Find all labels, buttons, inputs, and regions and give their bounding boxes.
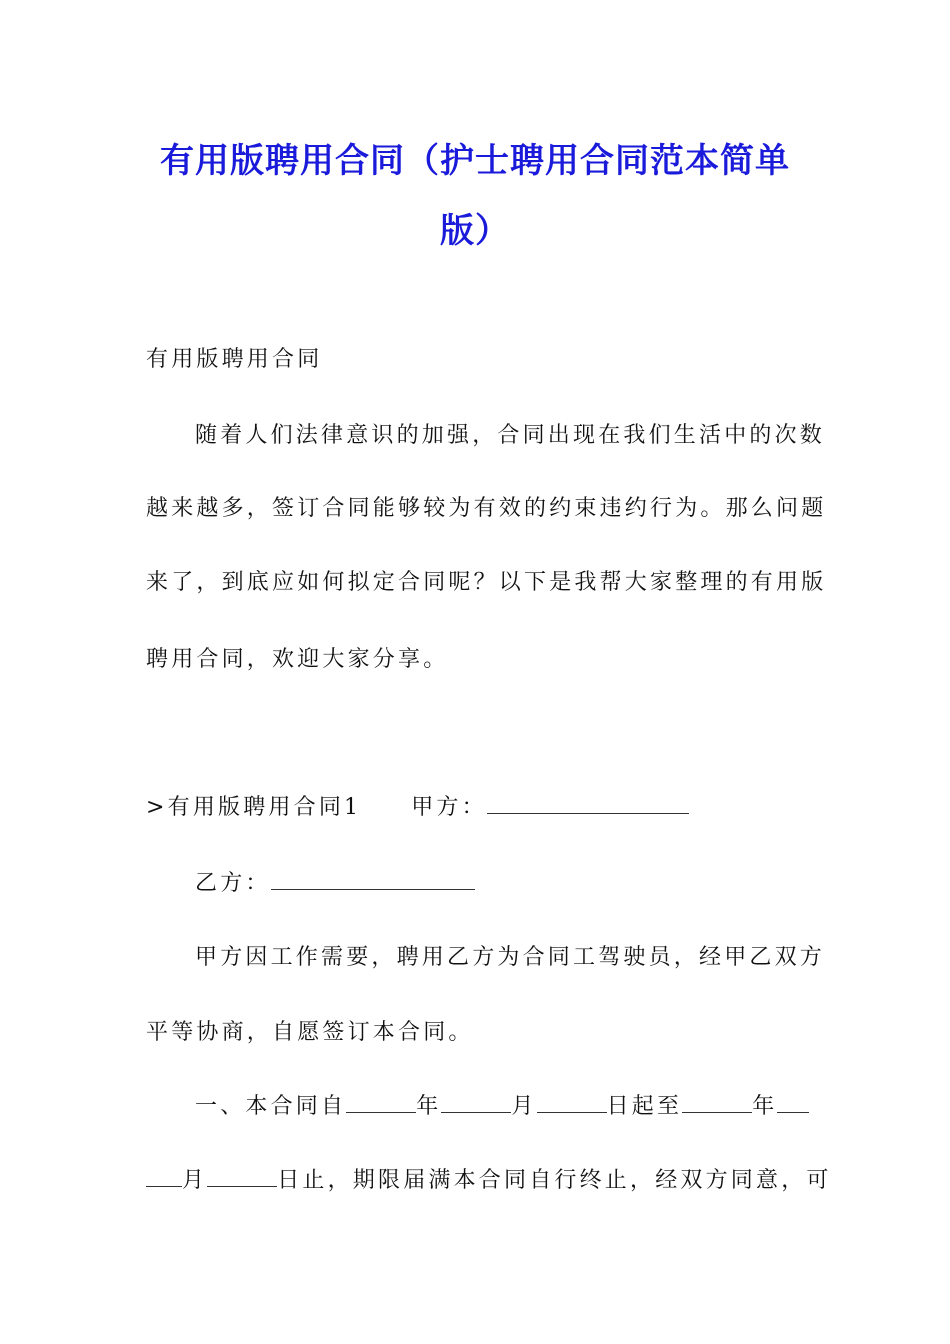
clause1-year-to-label: 年: [752, 1094, 778, 1119]
document-title-line-1: 有用版聘用合同（护士聘用合同范本简单: [160, 141, 790, 181]
clause1-prefix: 一、本合同自: [195, 1094, 347, 1119]
blank-day-to: [207, 1168, 277, 1187]
intro-line-1: 随着人们法律意识的加强，合同出现在我们生活中的次数: [195, 423, 826, 448]
blank-month-to-part2: [146, 1168, 182, 1187]
intro-line-3: 来了，到底应如何拟定合同呢？以下是我帮大家整理的有用版: [146, 570, 827, 595]
party-b-line: [195, 869, 475, 899]
blank-year-to: [682, 1094, 752, 1113]
clause1-line-1: [195, 1092, 809, 1122]
clause1-day-to-text: 日止，期限届满本合同自行终止，经双方同意，可: [277, 1168, 832, 1193]
intro-line-2: 越来越多，签订合同能够较为有效的约束违约行为。那么问题: [146, 496, 827, 521]
clause1-day-from-label: 日起至: [606, 1094, 683, 1119]
blank-month-to-part1: [777, 1094, 809, 1113]
blank-month-from: [441, 1094, 511, 1113]
contract-label-line: [146, 793, 689, 823]
para1-line-2: 平等协商，自愿签订本合同。: [146, 1020, 474, 1045]
blank-year-from: [346, 1094, 416, 1113]
clause1-month-label: 月: [511, 1094, 537, 1119]
clause1-month-to-label: 月: [182, 1168, 208, 1193]
party-a-blank: [487, 795, 689, 814]
para1-line-1: 甲方因工作需要，聘用乙方为合同工驾驶员，经甲乙双方: [195, 945, 826, 970]
contract-label: >有用版聘用合同1: [146, 795, 362, 820]
party-b-blank: [271, 871, 475, 890]
clause1-line-2: [146, 1166, 832, 1196]
blank-day-from: [537, 1094, 607, 1113]
party-a-label: 甲方：: [411, 795, 487, 820]
intro-line-4: 聘用合同，欢迎大家分享。: [146, 647, 449, 672]
section-heading: 有用版聘用合同: [146, 347, 323, 372]
document-title-line-2: 版）: [440, 211, 510, 251]
clause1-year-label: 年: [416, 1094, 442, 1119]
party-b-label: 乙方：: [195, 871, 271, 896]
